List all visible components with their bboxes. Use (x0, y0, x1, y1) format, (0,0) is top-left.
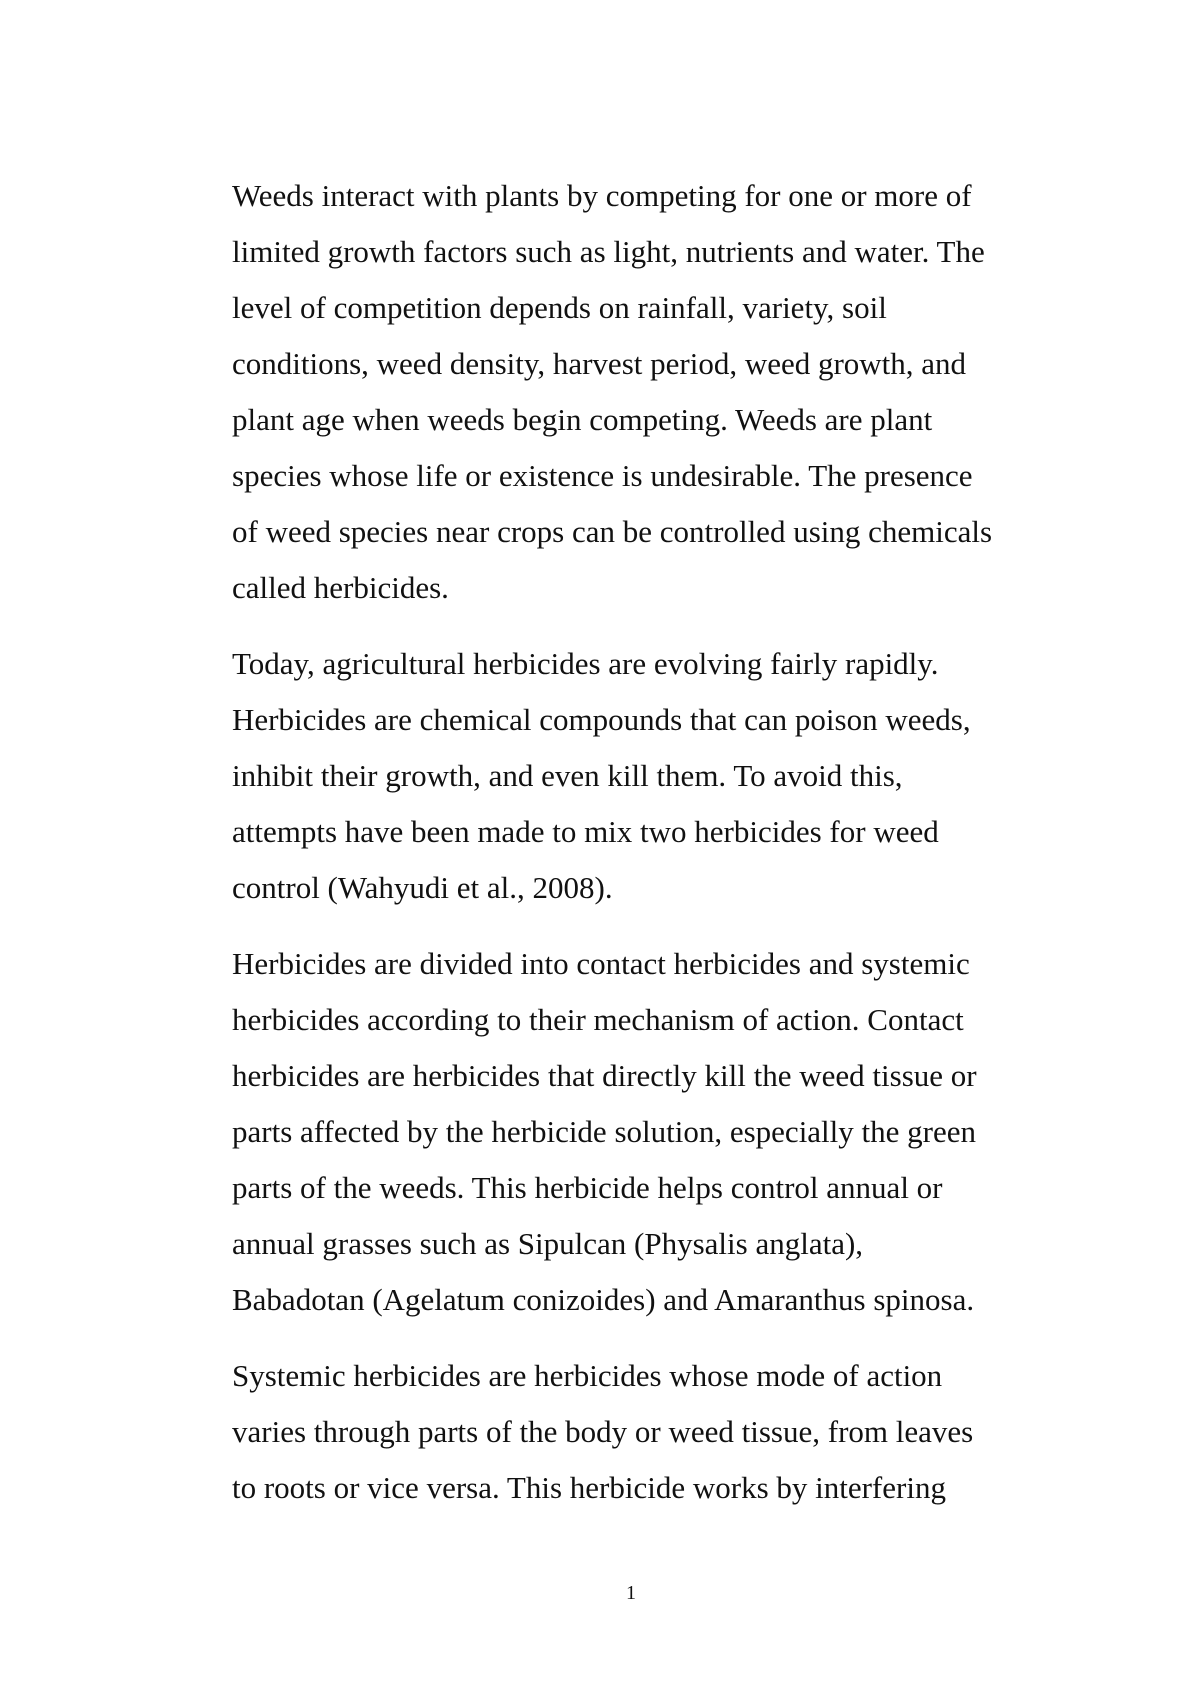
text-line: varies through parts of the body or weed tissue, from leaves (232, 1414, 974, 1449)
text-line: to roots or vice versa. This herbicide works by interfering (232, 1470, 946, 1505)
text-line: parts affected by the herbicide solution, especially the green (232, 1114, 976, 1149)
text-line: Herbicides are chemical compounds that can poison weeds, (232, 702, 971, 737)
paragraph-spacer (232, 616, 1062, 636)
paragraph-4 (232, 1348, 1062, 1516)
body-text (232, 168, 1062, 1516)
text-line: of weed species near crops can be controlled using chemicals (232, 514, 993, 549)
paragraph-1 (232, 168, 1062, 616)
text-line: attempts have been made to mix two herbicides for weed (232, 814, 939, 849)
paragraph-spacer (232, 916, 1062, 936)
text-line: Systemic herbicides are herbicides whose mode of action (232, 1358, 943, 1393)
text-line: Today, agricultural herbicides are evolving fairly rapidly. (232, 646, 939, 681)
text-line: herbicides according to their mechanism of action. Contact (232, 1002, 964, 1037)
paragraph-spacer (232, 1328, 1062, 1348)
text-line: Babadotan (Agelatum conizoides) and Amaranthus spinosa. (232, 1282, 975, 1317)
text-line: limited growth factors such as light, nutrients and water. The (232, 234, 985, 269)
text-line: Herbicides are divided into contact herbicides and systemic (232, 946, 970, 981)
text-line: plant age when weeds begin competing. Weeds are plant (232, 402, 933, 437)
text-line: Weeds interact with plants by competing for one or more of (232, 178, 972, 213)
text-line: herbicides are herbicides that directly kill the weed tissue or (232, 1058, 977, 1093)
text-line: conditions, weed density, harvest period, weed growth, and (232, 346, 967, 381)
text-line: parts of the weeds. This herbicide helps control annual or (232, 1170, 943, 1205)
text-line: level of competition depends on rainfall, variety, soil (232, 290, 887, 325)
paragraph-2 (232, 636, 1062, 916)
paragraph-3 (232, 936, 1062, 1328)
text-line: called herbicides. (232, 570, 449, 605)
page-number: 1 (626, 1582, 636, 1604)
text-line: species whose life or existence is undesirable. The presence (232, 458, 973, 493)
text-line: control (Wahyudi et al., 2008). (232, 870, 613, 905)
text-line: annual grasses such as Sipulcan (Physalis anglata), (232, 1226, 864, 1261)
text-line: inhibit their growth, and even kill them. To avoid this, (232, 758, 903, 793)
